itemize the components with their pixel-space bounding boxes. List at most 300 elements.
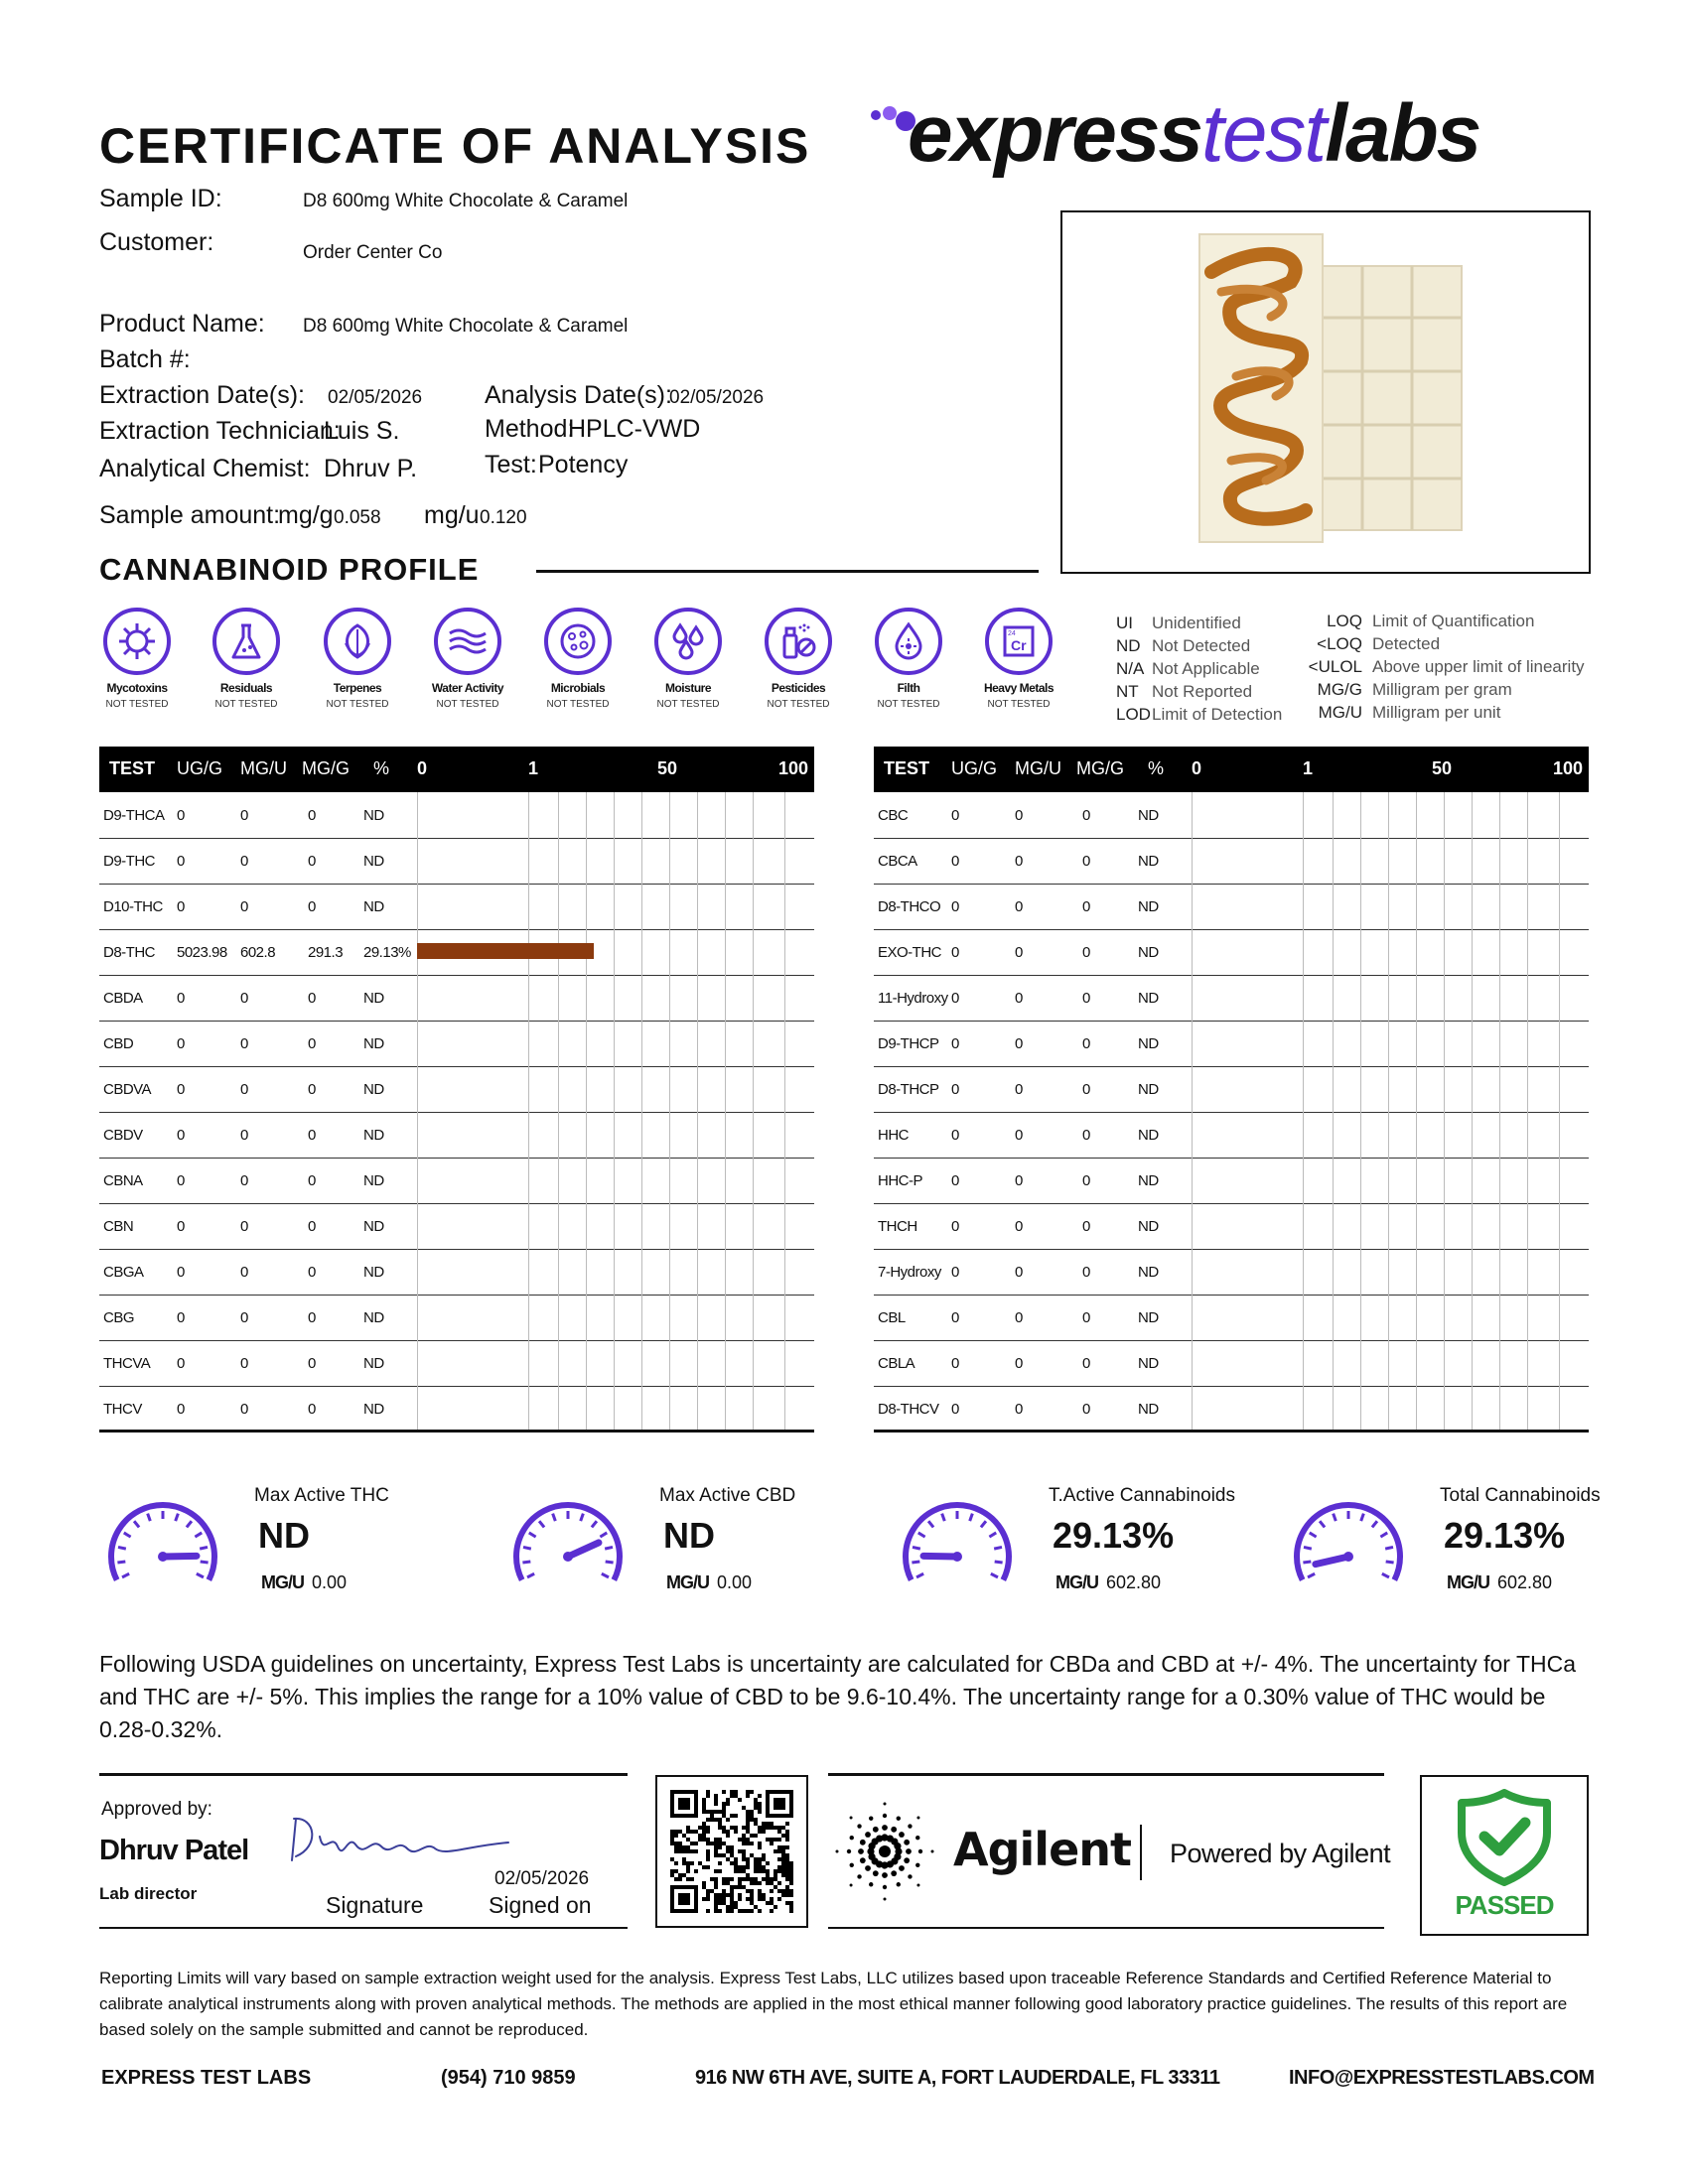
grid-line (558, 1249, 559, 1295)
grid-line (641, 1021, 642, 1066)
grid-line (558, 1295, 559, 1340)
grid-line (586, 792, 587, 838)
batch-label: Batch #: (99, 345, 191, 373)
grid-line (697, 884, 698, 929)
cell-pct: ND (363, 990, 384, 1007)
sample-amount-label: Sample amount: (99, 501, 281, 529)
grid-line (1444, 975, 1445, 1021)
gauge-tick (117, 1562, 125, 1563)
gauge-tick (134, 1521, 139, 1527)
cell-mgg: 0 (1082, 898, 1090, 915)
cell-mgu: 0 (1015, 807, 1023, 824)
grid-line (1360, 792, 1361, 838)
grid-line (725, 1066, 726, 1112)
test-heavy-metals (964, 608, 1073, 710)
test-status: NOT TESTED (436, 699, 499, 710)
cell-ugg: 0 (177, 898, 185, 915)
grid-line (558, 792, 559, 838)
legend-text: Milligram per unit (1372, 703, 1501, 722)
signed-on-label: Signed on (489, 1892, 592, 1918)
grid-line (586, 1158, 587, 1203)
legend-code: <LOQ (1317, 634, 1362, 653)
cell-pct: ND (1138, 1081, 1159, 1098)
gauge-dial-icon (898, 1495, 1027, 1604)
cell-mgg: 0 (308, 1218, 316, 1235)
gauge-label: Max Active CBD (659, 1485, 796, 1506)
grid-line (1472, 838, 1473, 884)
gauge-tick (605, 1547, 613, 1549)
grid-line (1360, 1249, 1361, 1295)
cell-test: D8-THCP (878, 1081, 939, 1098)
table-row (874, 838, 1589, 885)
grid-line (558, 1112, 559, 1158)
table-row (874, 1340, 1589, 1387)
water-icon (446, 619, 490, 663)
grid-line (528, 1249, 529, 1295)
grid-line (1444, 1112, 1445, 1158)
cell-test: CBL (878, 1309, 906, 1326)
grid-line (697, 1066, 698, 1112)
grid-line (1360, 1203, 1361, 1249)
gauge-tick (197, 1573, 204, 1577)
legend-text: Milligram per gram (1372, 680, 1512, 699)
test-name: Terpenes (333, 681, 382, 695)
table-row (99, 1158, 814, 1204)
cell-test: CBLA (878, 1355, 915, 1372)
cell-test: CBGA (103, 1264, 144, 1281)
cell-test: HHC-P (878, 1172, 922, 1189)
grid-line (753, 1249, 754, 1295)
gauge-tick (553, 1514, 556, 1522)
grid-line (669, 884, 670, 929)
cell-pct: ND (363, 1081, 384, 1098)
grid-line (1333, 1021, 1334, 1066)
grid-line (1192, 929, 1193, 975)
grid-line (1472, 1066, 1473, 1112)
grid-line (641, 1112, 642, 1158)
grid-line (641, 1249, 642, 1295)
grid-line (528, 1112, 529, 1158)
grid-line (641, 975, 642, 1021)
gauge-value: ND (663, 1515, 715, 1556)
gauge-tick (1361, 1514, 1364, 1522)
grid-line (1360, 1386, 1361, 1432)
grid-line (528, 1158, 529, 1203)
grid-line (1472, 1112, 1473, 1158)
table-row (874, 1112, 1589, 1159)
grid-line (697, 838, 698, 884)
grid-line (1472, 792, 1473, 838)
gauge-tick (1334, 1514, 1336, 1522)
grid-line (784, 1021, 785, 1066)
table-bottom-rule (99, 1430, 814, 1433)
table-row (99, 1021, 814, 1067)
gauge-dial-icon (103, 1495, 232, 1604)
grid-line (725, 1340, 726, 1386)
customer-label: Customer: (99, 228, 214, 256)
cell-test: CBCA (878, 853, 917, 870)
grid-line (1303, 1386, 1304, 1432)
grid-line (1527, 1066, 1528, 1112)
grid-line (614, 1295, 615, 1340)
grid-line (784, 975, 785, 1021)
left-results-table (99, 792, 814, 1433)
cell-pct: ND (363, 1309, 384, 1326)
footer-phone[interactable]: (954) 710 9859 (441, 2067, 576, 2089)
grid-line (1499, 1386, 1500, 1432)
chemist-label: Analytical Chemist: (99, 455, 311, 482)
grid-line (1416, 1158, 1417, 1203)
cell-test: D8-THCV (878, 1401, 939, 1418)
filth-drop-icon (887, 619, 930, 663)
agilent-bottom-rule (828, 1927, 1384, 1929)
potency-bar (417, 943, 594, 959)
cell-pct: ND (1138, 807, 1159, 824)
cell-pct: ND (1138, 1172, 1159, 1189)
grid-line (1559, 929, 1560, 975)
cell-pct: ND (1138, 944, 1159, 961)
cell-mgu: 0 (240, 1264, 248, 1281)
grid-line (753, 838, 754, 884)
grid-line (1499, 1112, 1500, 1158)
grid-line (697, 1112, 698, 1158)
grid-line (669, 1112, 670, 1158)
grid-line (641, 1340, 642, 1386)
grid-line (1559, 792, 1560, 838)
agilent-divider (1140, 1825, 1142, 1880)
grid-line (1303, 838, 1304, 884)
grid-line (417, 1203, 418, 1249)
cell-mgu: 0 (1015, 1172, 1023, 1189)
grid-line (614, 838, 615, 884)
grid-line (753, 1340, 754, 1386)
test-status: NOT TESTED (877, 699, 940, 710)
grid-line (669, 1340, 670, 1386)
cell-pct: ND (363, 898, 384, 915)
cell-ugg: 0 (177, 1309, 185, 1326)
cell-mgu: 0 (240, 853, 248, 870)
gauge-tick (970, 1514, 973, 1522)
cell-pct: 29.13% (363, 944, 411, 961)
table-row (99, 1295, 814, 1341)
grid-line (1527, 1249, 1528, 1295)
test-water-activity (413, 608, 522, 710)
test-name: Microbials (550, 681, 606, 695)
grid-line (1559, 1295, 1560, 1340)
grid-line (697, 1249, 698, 1295)
test-name: Heavy Metals (983, 681, 1055, 695)
cell-mgg: 0 (1082, 853, 1090, 870)
grid-line (614, 1340, 615, 1386)
sample-id-label: Sample ID: (99, 185, 222, 212)
table-row (874, 1386, 1589, 1433)
grid-line (697, 1158, 698, 1203)
table-row (99, 884, 814, 930)
cell-ugg: 0 (951, 1081, 959, 1098)
right-results-table (874, 792, 1589, 1433)
cell-ugg: 0 (177, 1035, 185, 1052)
grid-line (1388, 1203, 1389, 1249)
legend-text: Limit of Detection (1152, 705, 1283, 724)
grid-line (725, 1249, 726, 1295)
col-mgu: MG/U (1015, 758, 1061, 778)
grid-line (614, 975, 615, 1021)
left-table-header (99, 747, 814, 792)
cell-mgg: 0 (1082, 1035, 1090, 1052)
grid-line (1444, 1340, 1445, 1386)
footer-email[interactable]: INFO@EXPRESSTESTLABS.COM (1289, 2067, 1595, 2089)
cell-mgu: 0 (240, 1218, 248, 1235)
grid-line (1192, 838, 1193, 884)
test-icons-row (82, 608, 1075, 717)
grid-line (614, 884, 615, 929)
grid-line (1527, 1112, 1528, 1158)
cell-test: CBN (103, 1218, 134, 1235)
gauge-unit-label: MG/U (1055, 1572, 1098, 1592)
col-test: TEST (884, 758, 930, 778)
legend-text: Not Applicable (1152, 659, 1260, 678)
drops-icon (666, 619, 710, 663)
cell-ugg: 0 (951, 807, 959, 824)
grid-line (784, 1203, 785, 1249)
grid-line (1333, 792, 1334, 838)
legend-code: NT (1116, 682, 1139, 701)
grid-line (1333, 1249, 1334, 1295)
cell-test: 7-Hydroxy (878, 1264, 941, 1281)
grid-line (1333, 1066, 1334, 1112)
gauge-unit-value: 0.00 (717, 1572, 753, 1592)
cell-mgg: 0 (308, 1172, 316, 1189)
table-row (99, 1340, 814, 1387)
grid-line (1527, 1386, 1528, 1432)
cell-ugg: 0 (177, 1401, 185, 1418)
legend-text: Detected (1372, 634, 1441, 653)
cell-mgg: 0 (308, 990, 316, 1007)
grid-line (784, 838, 785, 884)
grid-line (725, 792, 726, 838)
grid-line (784, 1295, 785, 1340)
grid-line (1559, 1340, 1560, 1386)
cell-ugg: 0 (177, 1264, 185, 1281)
cell-mgu: 0 (240, 898, 248, 915)
grid-line (641, 838, 642, 884)
cell-pct: ND (1138, 1309, 1159, 1326)
grid-line (669, 792, 670, 838)
grid-line (1303, 1203, 1304, 1249)
grid-line (417, 838, 418, 884)
grid-line (1333, 929, 1334, 975)
cell-test: D8-THC (103, 944, 155, 961)
grid-line (558, 975, 559, 1021)
approver-name: Dhruv Patel (99, 1835, 249, 1866)
gauge-tick (991, 1573, 998, 1577)
grid-line (1527, 1021, 1528, 1066)
legend-code: LOQ (1327, 612, 1362, 630)
cell-mgg: 0 (1082, 1127, 1090, 1144)
grid-line (753, 1386, 754, 1432)
summary-gauges (99, 1485, 1601, 1604)
gauge-tick (201, 1562, 209, 1563)
grid-line (753, 792, 754, 838)
cell-mgu: 0 (240, 1401, 248, 1418)
table-row (874, 1203, 1589, 1250)
grid-line (753, 1203, 754, 1249)
cell-ugg: 0 (951, 1218, 959, 1235)
grid-line (725, 975, 726, 1021)
gauge-tick (606, 1562, 614, 1563)
grid-line (1559, 1066, 1560, 1112)
approval-top-rule (99, 1773, 628, 1776)
signature-scribble (286, 1807, 514, 1876)
grid-line (1444, 1021, 1445, 1066)
grid-line (1444, 1249, 1445, 1295)
grid-line (528, 1021, 529, 1066)
grid-line (1472, 1386, 1473, 1432)
table-row (99, 1203, 814, 1250)
gauge-unit-label: MG/U (1447, 1572, 1489, 1592)
grid-line (528, 838, 529, 884)
legend-text: Limit of Quantification (1372, 612, 1535, 630)
microbe-icon (556, 619, 600, 663)
method-value: HPLC-VWD (568, 415, 701, 443)
grid-line (417, 792, 418, 838)
grid-line (1303, 929, 1304, 975)
cell-ugg: 0 (177, 853, 185, 870)
test-moisture (633, 608, 743, 710)
grid-line (641, 1066, 642, 1112)
grid-line (586, 1295, 587, 1340)
cell-test: THCH (878, 1218, 917, 1235)
gauge-tick (1385, 1547, 1393, 1549)
gauge-tick (522, 1562, 530, 1563)
grid-line (1499, 838, 1500, 884)
chemist-value: Dhruv P. (324, 455, 418, 482)
grid-line (586, 1066, 587, 1112)
grid-line (697, 792, 698, 838)
cell-mgg: 0 (1082, 1309, 1090, 1326)
cell-mgu: 0 (1015, 1355, 1023, 1372)
grid-line (697, 975, 698, 1021)
cell-mgu: 0 (240, 1309, 248, 1326)
cell-mgg: 0 (1082, 1172, 1090, 1189)
cell-test: D8-THCO (878, 898, 941, 915)
grid-line (1499, 1340, 1500, 1386)
grid-line (1444, 1158, 1445, 1203)
gauge-tick (989, 1533, 996, 1537)
grid-line (1360, 975, 1361, 1021)
cell-ugg: 0 (951, 1309, 959, 1326)
table-row (874, 792, 1589, 839)
product-name-value: D8 600mg White Chocolate & Caramel (303, 316, 629, 337)
cell-test: CBDA (103, 990, 143, 1007)
grid-line (697, 929, 698, 975)
grid-line (1388, 1386, 1389, 1432)
grid-line (697, 1203, 698, 1249)
grid-line (1192, 1203, 1193, 1249)
grid-line (528, 884, 529, 929)
gauge-unit-label: MG/U (666, 1572, 709, 1592)
gauge-card (99, 1485, 477, 1604)
gauge-unit-value: 0.00 (312, 1572, 348, 1592)
table-row (874, 1295, 1589, 1341)
grid-line (669, 1249, 670, 1295)
gauge-needle (568, 1543, 599, 1557)
grid-line (528, 1295, 529, 1340)
grid-line (784, 929, 785, 975)
extraction-date-value: 02/05/2026 (328, 387, 423, 408)
scale-1: 1 (528, 758, 539, 778)
cell-mgu: 0 (1015, 944, 1023, 961)
grid-line (1388, 1340, 1389, 1386)
qr-code-icon (670, 1790, 793, 1913)
cell-mgu: 0 (240, 1035, 248, 1052)
grid-line (1472, 1158, 1473, 1203)
grid-line (1303, 884, 1304, 929)
grid-line (1192, 1021, 1193, 1066)
cell-mgg: 0 (1082, 1081, 1090, 1098)
cell-pct: ND (363, 1355, 384, 1372)
gauge-value: 29.13% (1444, 1515, 1566, 1556)
cell-mgg: 0 (1082, 807, 1090, 824)
gauge-dial-icon (1289, 1495, 1418, 1604)
grid-line (1499, 975, 1500, 1021)
cell-pct: ND (363, 807, 384, 824)
gauge-card (1285, 1485, 1662, 1604)
grid-line (725, 1203, 726, 1249)
test-status: NOT TESTED (656, 699, 720, 710)
grid-line (1472, 975, 1473, 1021)
grid-line (1192, 1249, 1193, 1295)
gauge-tick (913, 1547, 920, 1549)
gauge-tick (918, 1533, 925, 1537)
grid-line (1192, 1340, 1193, 1386)
gauge-tick (118, 1547, 126, 1549)
cell-ugg: 0 (951, 944, 959, 961)
qr-code-box[interactable] (655, 1775, 808, 1928)
grid-line (1559, 1158, 1560, 1203)
grid-line (558, 1021, 559, 1066)
gauge-tick (124, 1533, 131, 1537)
grid-line (1499, 1295, 1500, 1340)
cell-pct: ND (1138, 990, 1159, 1007)
table-row (874, 1021, 1589, 1067)
gauge-tick (1310, 1533, 1317, 1537)
grid-line (1527, 975, 1528, 1021)
grid-line (1333, 1158, 1334, 1203)
cell-mgg: 0 (1082, 944, 1090, 961)
grid-line (641, 884, 642, 929)
table-row (99, 1066, 814, 1113)
cell-pct: ND (363, 1218, 384, 1235)
grid-line (1388, 1295, 1389, 1340)
grid-line (1360, 1340, 1361, 1386)
grid-line (1559, 884, 1560, 929)
grid-line (1360, 1112, 1361, 1158)
grid-line (1499, 884, 1500, 929)
gauge-tick (1386, 1562, 1394, 1563)
grid-line (1388, 838, 1389, 884)
grid-line (614, 1386, 615, 1432)
gauge-value: 29.13% (1053, 1515, 1175, 1556)
grid-line (1303, 1066, 1304, 1112)
grid-line (528, 975, 529, 1021)
cell-mgu: 0 (240, 1081, 248, 1098)
grid-line (697, 1021, 698, 1066)
cell-mgu: 0 (240, 1355, 248, 1372)
section-divider (536, 570, 1039, 573)
table-row (874, 975, 1589, 1022)
grid-line (1360, 929, 1361, 975)
